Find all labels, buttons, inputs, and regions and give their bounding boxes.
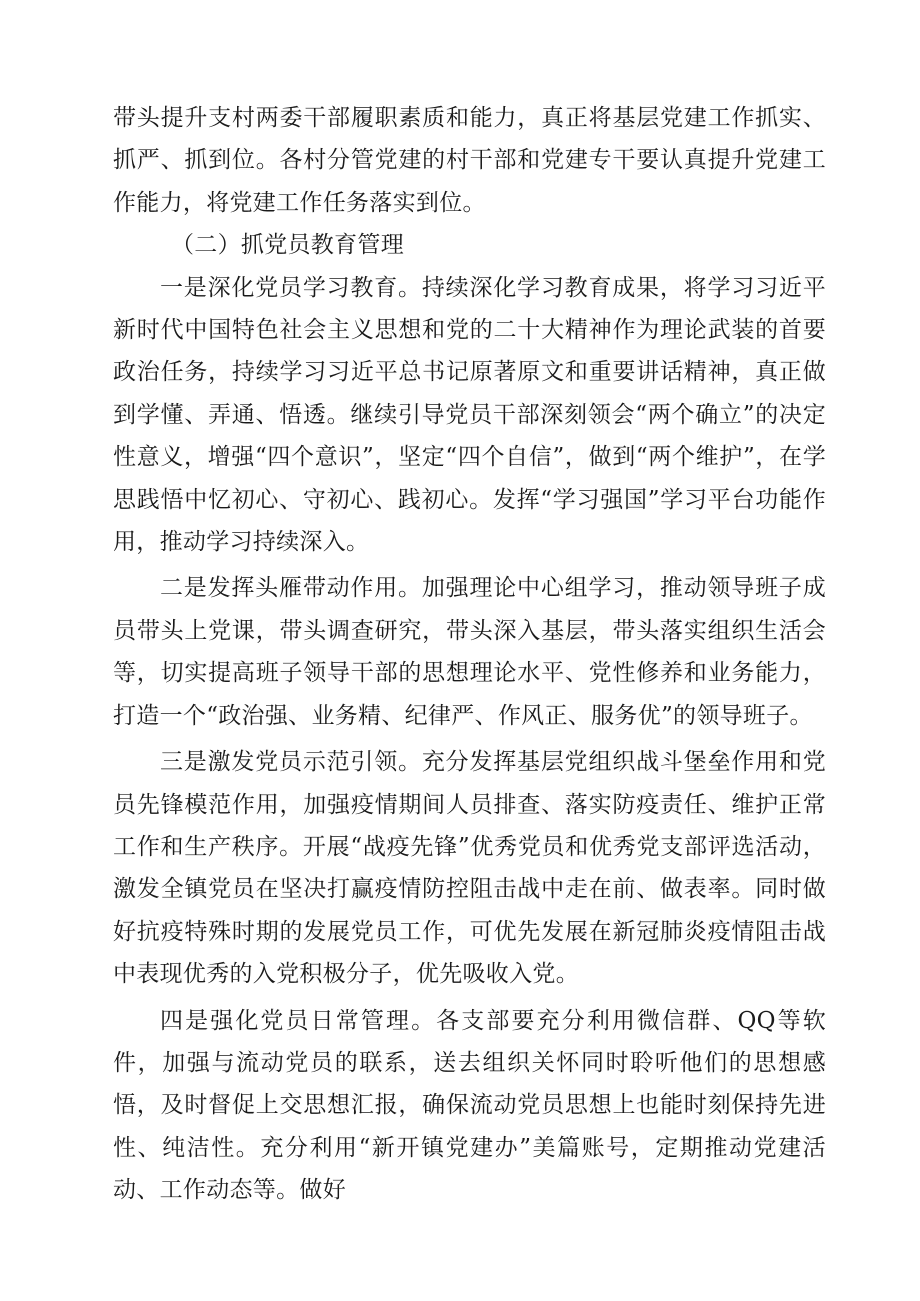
paragraph-leadership-role: 二是发挥头雁带动作用。加强理论中心组学习，推动领导班子成员带头上党课，带头调查研究，带头深入基层，带头落实组织生活会等，切实提高班子领导干部的思想理论水平、党性修养和业务能力，打造一个“政治强、业务精、纪律严、作风正、服务优”的领导班子。	[113, 575, 826, 729]
document-body	[113, 97, 826, 1212]
paragraph-model-leadership: 三是激发党员示范引领。充分发挥基层党组织战斗堡垒作用和党员先锋模范作用，加强疫情期间人员排查、落实防疫责任、维护正常工作和生产秩序。开展“战疫先锋”优秀党员和优秀党支部评选活动，激发全镇党员在坚决打赢疫情防控阻击战中走在前、做表率。同时做好抗疫特殊时期的发展党员工作，可优先发展在新冠肺炎疫情阻击战中表现优秀的入党积极分子，优先吸收入党。	[113, 749, 826, 988]
paragraph-continuation: 带头提升支村两委干部履职素质和能力，真正将基层党建工作抓实、抓严、抓到位。各村分管党建的村干部和党建专干要认真提升党建工作能力，将党建工作任务落实到位。	[113, 105, 826, 216]
paragraph-study-education: 一是深化党员学习教育。持续深化学习教育成果，将学习习近平新时代中国特色社会主义思想和党的二十大精神作为理论武装的首要政治任务，持续学习习近平总书记原著原文和重要讲话精神，真正做到学懂、弄通、悟透。继续引导党员干部深刻领会“两个确立”的决定性意义，增强“四个意识”，坚定“四个自信”，做到“两个维护”，在学思践悟中忆初心、守初心、践初心。发挥“学习强国”学习平台功能作用，推动学习持续深入。	[113, 274, 826, 556]
section-heading: （二）抓党员教育管理	[171, 232, 404, 259]
paragraph-daily-management: 四是强化党员日常管理。各支部要充分利用微信群、QQ等软件，加强与流动党员的联系，送去组织关怀同时聆听他们的思想感悟，及时督促上交思想汇报，确保流动党员思想上也能时刻保持先进性、纯洁性。充分利用“新开镇党建办”美篇账号，定期推动党建活动、工作动态等。做好	[113, 1007, 826, 1204]
